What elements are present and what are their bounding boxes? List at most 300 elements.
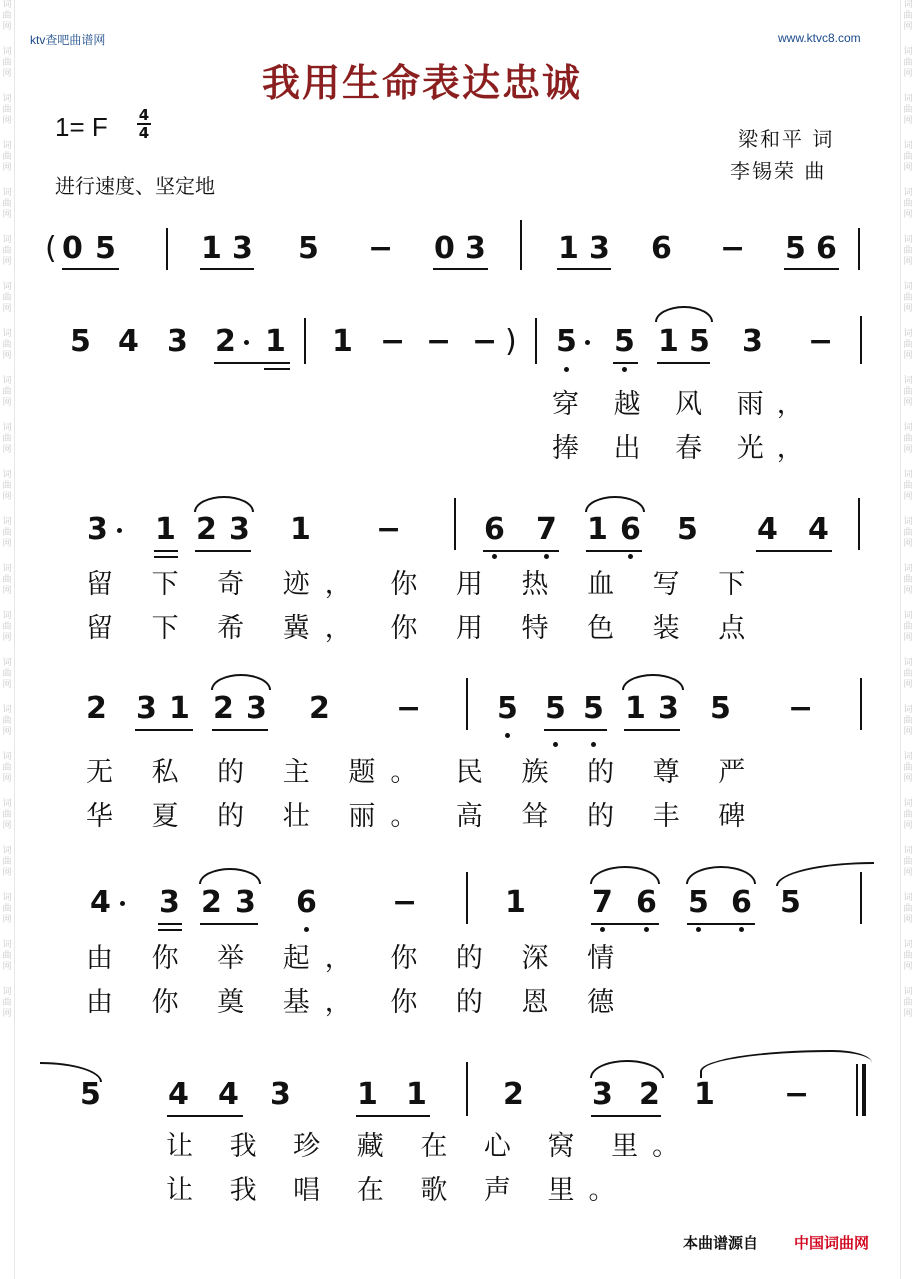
side-watermark-gap [901,1020,915,1034]
side-watermark-gap [0,33,14,47]
side-watermark-char: 词 [903,752,913,762]
note: 4 [808,512,829,547]
side-watermark-char: 网 [903,22,913,32]
side-watermark-char: 词 [903,705,913,715]
underline [544,729,607,731]
dash: − [376,512,402,547]
dash: − [396,691,422,726]
side-watermark-gap [901,409,915,423]
slur [199,868,261,884]
side-watermark-char: 曲 [2,857,12,867]
note: 2 [309,691,330,726]
note: 1 [169,691,190,726]
side-watermark-char: 曲 [2,246,12,256]
side-watermark-gap [0,973,14,987]
dash: − [426,324,452,359]
side-watermark-gap [901,597,915,611]
side-watermark-gap [901,33,915,47]
side-watermark-char: 网 [903,539,913,549]
lyricist-credit: 梁和平 词 [738,127,835,151]
side-watermark-char: 词 [903,235,913,245]
dash: − [380,324,406,359]
side-watermark-char: 曲 [2,481,12,491]
note: 2 [86,691,107,726]
lyrics-line2-verse2: 捧 出 春 光， [552,433,817,464]
note: 1 [658,324,679,359]
barline [858,228,860,270]
barline [520,220,522,270]
note: 5 [95,231,116,266]
lyrics-line4-verse2: 华 夏 的 壮 丽。 高 耸 的 丰 碑 [86,801,761,832]
side-watermark-gap [0,597,14,611]
dash: − [788,691,814,726]
side-watermark-char: 词 [2,799,12,809]
side-watermark-char: 词 [903,611,913,621]
side-watermark-char: 网 [903,445,913,455]
side-watermark-char: 词 [2,47,12,57]
underline [624,729,680,731]
side-watermark-char: 曲 [2,434,12,444]
underline [613,362,638,364]
side-watermark-char: 词 [2,329,12,339]
side-watermark-gap [901,315,915,329]
side-watermark-char: 曲 [903,199,913,209]
low-octave-dot [644,927,649,932]
low-octave-dot [553,742,558,747]
side-watermark-char: 曲 [903,622,913,632]
side-watermark-char: 词 [903,658,913,668]
note: 5 [785,231,806,266]
side-watermark-gap [901,879,915,893]
underline [784,268,839,270]
side-watermark-char: 曲 [2,810,12,820]
low-octave-dot [591,742,596,747]
side-watermark-char: 网 [2,774,12,784]
underline [591,923,659,925]
side-watermark-char: 词 [903,423,913,433]
side-watermark-gap [901,362,915,376]
side-watermark-gap [0,221,14,235]
note: 3 [742,324,763,359]
side-watermark-char: 网 [903,492,913,502]
side-watermark-char: 网 [2,304,12,314]
side-watermark-char: 词 [2,752,12,762]
note: 5 [688,885,709,920]
left-watermark-strip [0,0,15,1279]
side-watermark-char: 网 [2,69,12,79]
underline [200,923,258,925]
side-watermark-gap [901,268,915,282]
side-watermark-char: 词 [903,141,913,151]
side-watermark-char: 词 [903,987,913,997]
side-watermark-char: 曲 [903,434,913,444]
note: 6 [620,512,641,547]
note: 1 [625,691,646,726]
note: 2 [639,1077,660,1112]
side-watermark-char: 词 [903,188,913,198]
slur [622,674,684,690]
side-watermark-char: 网 [2,351,12,361]
underline [756,550,832,552]
note: 5 [710,691,731,726]
side-watermark-char: 网 [2,680,12,690]
side-watermark-gap [0,503,14,517]
side-watermark-gap [0,691,14,705]
side-watermark-char: 词 [2,470,12,480]
side-watermark-gap [0,550,14,564]
low-octave-dot [505,733,510,738]
note: 5 [298,231,319,266]
note: 7 [536,512,557,547]
left-site-label[interactable]: ktv查吧曲谱网 [30,33,106,47]
lyrics-line5-verse1: 由 你 举 起， 你 的 深 情 [86,943,630,974]
right-site-label[interactable]: www.ktvc8.com [778,31,861,45]
low-octave-dot [304,927,309,932]
barline [166,228,168,270]
low-octave-dot [739,927,744,932]
underline [200,268,254,270]
side-watermark-char: 网 [2,633,12,643]
note: 2 [196,512,217,547]
side-watermark-char: 网 [2,821,12,831]
side-watermark-char: 网 [903,774,913,784]
underline [214,362,290,364]
note: 3 [232,231,253,266]
note: 1 [694,1077,715,1112]
side-watermark-char: 曲 [903,387,913,397]
augmentation-dot [585,340,590,345]
note: 3 [229,512,250,547]
note: 4 [168,1077,189,1112]
side-watermark-char: 网 [903,962,913,972]
side-watermark-gap [0,1020,14,1034]
low-octave-dot [564,367,569,372]
side-watermark-gap [901,503,915,517]
underline [591,1115,661,1117]
note: 5 [545,691,566,726]
note: 6 [816,231,837,266]
underline [586,550,642,552]
side-watermark-gap [0,644,14,658]
side-watermark-char: 曲 [903,810,913,820]
note: 5 [497,691,518,726]
note: 5 [677,512,698,547]
side-watermark-char: 曲 [2,58,12,68]
footer-source-site[interactable]: 中国词曲网 [794,1234,870,1252]
side-watermark-char: 曲 [903,340,913,350]
side-watermark-char: 网 [2,492,12,502]
side-watermark-char: 曲 [903,105,913,115]
side-watermark-char: 网 [903,257,913,267]
side-watermark-char: 词 [2,94,12,104]
side-watermark-gap [901,550,915,564]
side-watermark-char: 词 [903,94,913,104]
low-octave-dot [600,927,605,932]
side-watermark-gap [901,174,915,188]
side-watermark-char: 网 [903,351,913,361]
note: 2 [201,885,222,920]
side-watermark-char: 曲 [2,669,12,679]
side-watermark-char: 词 [2,893,12,903]
side-watermark-char: 网 [903,586,913,596]
side-watermark-char: 网 [903,633,913,643]
note: 3 [589,231,610,266]
side-watermark-char: 曲 [2,387,12,397]
barline [860,872,862,924]
note: 5 [556,324,577,359]
note: 4 [118,324,139,359]
slur [686,866,756,884]
side-watermark-char: 网 [903,304,913,314]
side-watermark-gap [0,80,14,94]
side-watermark-gap [0,174,14,188]
barline [860,316,862,364]
side-watermark-char: 网 [2,163,12,173]
side-watermark-char: 曲 [903,763,913,773]
note: 6 [484,512,505,547]
note: 0 [434,231,455,266]
side-watermark-char: 曲 [2,340,12,350]
time-top: 4 [138,106,150,124]
side-watermark-char: 网 [2,962,12,972]
dash: − [368,231,394,266]
low-octave-dot [628,554,633,559]
side-watermark-gap [901,127,915,141]
note: 2 [503,1077,524,1112]
note: 6 [296,885,317,920]
lyrics-line2-verse1: 穿 越 风 雨， [552,389,817,420]
note: 6 [636,885,657,920]
note: 5 [70,324,91,359]
side-watermark-gap [901,785,915,799]
open-paren: ( [45,231,57,266]
side-watermark-gap [0,362,14,376]
note: 5 [780,885,801,920]
side-watermark-char: 曲 [2,105,12,115]
lyrics-line3-verse2: 留 下 希 冀， 你 用 特 色 装 点 [86,613,761,644]
time-signature [137,107,151,141]
note: 1 [558,231,579,266]
side-watermark-char: 词 [903,282,913,292]
side-watermark-char: 词 [2,517,12,527]
side-watermark-char: 网 [2,445,12,455]
barline [466,872,468,924]
side-watermark-char: 网 [903,116,913,126]
side-watermark-char: 曲 [2,716,12,726]
underline [167,1115,243,1117]
side-watermark-char: 网 [903,727,913,737]
side-watermark-gap [0,879,14,893]
underline [264,368,290,370]
low-octave-dot [492,554,497,559]
side-watermark-char: 曲 [903,716,913,726]
note: 3 [592,1077,613,1112]
side-watermark-char: 网 [2,1009,12,1019]
slur [585,496,645,512]
barline [535,318,537,364]
underline [687,923,755,925]
time-bottom: 4 [138,124,150,142]
side-watermark-char: 词 [2,282,12,292]
underline [212,729,268,731]
side-watermark-char: 网 [2,586,12,596]
side-watermark-gap [0,127,14,141]
side-watermark-char: 网 [2,398,12,408]
dash: − [472,324,498,359]
lyrics-line6-verse1: 让 我 珍 藏 在 心 窝 里。 [166,1131,694,1162]
side-watermark-char: 曲 [903,152,913,162]
side-watermark-char: 词 [903,376,913,386]
underline [557,268,611,270]
side-watermark-gap [0,738,14,752]
underline [154,556,178,558]
side-watermark-char: 网 [2,210,12,220]
side-watermark-gap [0,832,14,846]
side-watermark-char: 曲 [903,575,913,585]
side-watermark-char: 词 [2,940,12,950]
side-watermark-char: 词 [903,329,913,339]
side-watermark-gap [901,456,915,470]
underline [62,268,119,270]
side-watermark-gap [0,409,14,423]
note: 1 [587,512,608,547]
note: 1 [505,885,526,920]
side-watermark-char: 曲 [2,904,12,914]
side-watermark-char: 词 [903,564,913,574]
side-watermark-char: 词 [2,235,12,245]
side-watermark-char: 词 [2,611,12,621]
note: 7 [592,885,613,920]
barline [466,678,468,730]
side-watermark-char: 网 [903,1009,913,1019]
tempo-marking: 进行速度、坚定地 [55,174,215,198]
underline [135,729,193,731]
side-watermark-char: 网 [903,398,913,408]
song-title: 我用生命表达忠诚 [262,61,583,105]
dash: − [784,1077,810,1112]
barline [858,498,860,550]
side-watermark-gap [901,926,915,940]
note: 3 [658,691,679,726]
note: 5 [689,324,710,359]
side-watermark-char: 曲 [903,481,913,491]
note: 1 [290,512,311,547]
note: 4 [218,1077,239,1112]
side-watermark-char: 网 [2,22,12,32]
note: 1 [406,1077,427,1112]
underline [657,362,710,364]
side-watermark-char: 曲 [2,528,12,538]
key-signature: 1= F [55,112,108,142]
side-watermark-char: 词 [903,470,913,480]
side-watermark-char: 词 [2,564,12,574]
barline [860,678,862,730]
side-watermark-gap [0,315,14,329]
slur [655,306,713,322]
side-watermark-char: 曲 [903,904,913,914]
side-watermark-char: 网 [903,680,913,690]
side-watermark-char: 曲 [2,152,12,162]
side-watermark-gap [901,644,915,658]
note: 5 [80,1077,101,1112]
side-watermark-char: 网 [2,257,12,267]
note: 5 [614,324,635,359]
final-barline [862,1064,866,1116]
side-watermark-char: 网 [903,868,913,878]
side-watermark-char: 词 [903,47,913,57]
note: 5 [583,691,604,726]
side-watermark-char: 词 [2,0,12,10]
underline [356,1115,430,1117]
side-watermark-char: 曲 [903,857,913,867]
side-watermark-char: 词 [2,423,12,433]
note: 4 [90,885,111,920]
side-watermark-char: 曲 [2,199,12,209]
side-watermark-gap [0,456,14,470]
side-watermark-gap [0,785,14,799]
lyrics-line6-verse2: 让 我 唱 在 歌 声 里。 [166,1175,630,1206]
side-watermark-char: 词 [2,376,12,386]
side-watermark-char: 词 [903,846,913,856]
low-octave-dot [622,367,627,372]
side-watermark-char: 词 [2,846,12,856]
side-watermark-char: 网 [903,915,913,925]
side-watermark-char: 词 [2,658,12,668]
side-watermark-char: 曲 [903,528,913,538]
note: 3 [465,231,486,266]
side-watermark-char: 词 [903,940,913,950]
note: 1 [332,324,353,359]
augmentation-dot [120,901,125,906]
side-watermark-char: 网 [2,116,12,126]
composer-credit: 李锡荣 曲 [730,159,827,183]
side-watermark-char: 词 [2,705,12,715]
slur [211,674,271,690]
underline [433,268,488,270]
side-watermark-char: 词 [2,987,12,997]
side-watermark-char: 曲 [903,11,913,21]
augmentation-dot [244,340,249,345]
side-watermark-char: 词 [2,141,12,151]
side-watermark-char: 网 [903,821,913,831]
side-watermark-char: 网 [903,163,913,173]
dash: − [392,885,418,920]
note: 3 [235,885,256,920]
note: 4 [757,512,778,547]
note: 3 [87,512,108,547]
underline [158,923,182,925]
side-watermark-char: 网 [903,210,913,220]
note: 1 [201,231,222,266]
note: 2 [215,324,236,359]
side-watermark-char: 网 [2,539,12,549]
augmentation-dot [117,528,122,533]
side-watermark-char: 词 [903,893,913,903]
side-watermark-gap [0,268,14,282]
side-watermark-char: 曲 [2,575,12,585]
note: 3 [159,885,180,920]
side-watermark-char: 词 [2,188,12,198]
underline [154,550,178,552]
side-watermark-gap [901,738,915,752]
side-watermark-char: 曲 [903,246,913,256]
side-watermark-gap [901,691,915,705]
lyrics-line4-verse1: 无 私 的 主 题。 民 族 的 尊 严 [86,757,761,788]
note: 1 [155,512,176,547]
slur [194,496,254,512]
side-watermark-char: 词 [903,0,913,10]
side-watermark-gap [901,832,915,846]
